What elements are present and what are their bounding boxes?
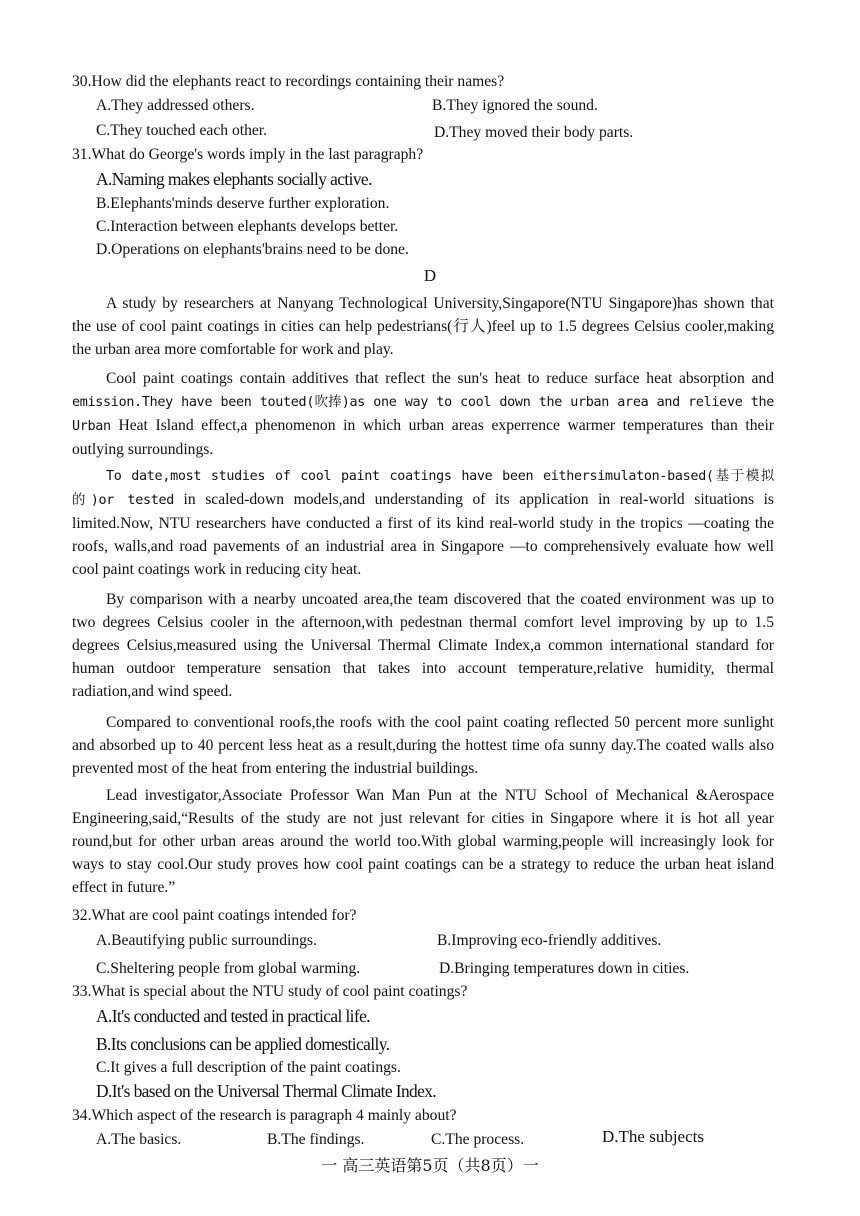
question-33-option-b: B.Its conclusions can be applied domestically. <box>96 1034 390 1054</box>
passage-paragraph-5: Compared to conventional roofs,the roofs with the cool paint coating reflected 50 percent more sunlight and absorbed up to 40 percent less heat as a result,during the hottest time ofa sunny day.The coated walls also prevented most of the heat from entering the industrial buildings. <box>72 714 774 777</box>
section-heading: D <box>423 266 437 285</box>
question-31-option-d: D.Operations on elephants'brains need to be done. <box>96 241 409 258</box>
question-34-option-c: C.The process. <box>431 1131 525 1148</box>
question-34-option-a: A.The basics. <box>96 1131 182 1148</box>
question-30-stem: 30.How did the elephants react to recordings containing their names? <box>72 73 505 90</box>
passage-paragraph-3 <box>72 464 774 581</box>
question-30-option-d: D.They moved their body parts. <box>434 124 634 141</box>
passage-paragraph-2 <box>72 367 774 461</box>
paragraph-2-part-3: Heat Island effect,a phenomenon in which urban areas experrence warmer temperatures than their outlying surroundings. <box>72 417 774 458</box>
paragraph-3-part-2: in scaled-down models,and understanding of its application in real-world situations is limited.Now, NTU researchers have conducted a first of its kind real-world study in the tropics —coating the roofs, walls,and road pavements of an industrial area in Singapore —to comprehensively evaluate how well cool paint coatings work in reducing city heat. <box>72 491 774 578</box>
question-32-option-c: C.Sheltering people from global warming. <box>96 960 361 977</box>
question-30-option-c: C.They touched each other. <box>96 122 268 139</box>
question-34-option-d: D.The subjects <box>602 1127 704 1146</box>
question-32-option-b: B.Improving eco-friendly additives. <box>437 932 662 949</box>
passage-paragraph-1: A study by researchers at Nanyang Technological University,Singapore(NTU Singapore)has shown that the use of cool paint coatings in cities can help pedestrians(行人)feel up to 1.5 degrees Celsius cooler,making the urban area more comfortable for work and play. <box>72 295 774 358</box>
page-footer: 一 高三英语第5页（共8页）一 <box>321 1156 539 1175</box>
question-33-option-c: C.It gives a full description of the paint coatings. <box>96 1059 401 1076</box>
question-32-stem: 32.What are cool paint coatings intended for? <box>72 907 357 924</box>
question-32-option-a: A.Beautifying public surroundings. <box>96 932 317 949</box>
passage-paragraph-6: Lead investigator,Associate Professor Wan Man Pun at the NTU School of Mechanical &Aerospace Engineering,said,“Results of the study are not just relevant for cities in Singapore where it is hot all year round,but for other urban areas around the world too.With global warming,people will increasingly look for ways to stay cool.Our study proves how cool paint coatings can be a strategy to reduce the urban heat island effect in future.” <box>72 787 774 896</box>
passage-paragraph-4: By comparison with a nearby uncoated area,the team discovered that the coated environment was up to two degrees Celsius cooler in the afternoon,with pedestnan thermal comfort level improving by up to 1.5 degrees Celsius,measured using the Universal Thermal Climate Index,a common international standard for human outdoor temperature sensation that takes into account temperature,relative humidity, thermal radiation,and wind speed. <box>72 591 774 700</box>
question-34-option-b: B.The findings. <box>267 1131 365 1148</box>
question-31-option-c: C.Interaction between elephants develops better. <box>96 218 399 235</box>
question-31-option-b: B.Elephants'minds deserve further exploration. <box>96 195 390 212</box>
paragraph-3-part-1: To date,most studies of cool paint coatings have been eithersimulaton-based(基于模拟的)or tested <box>72 469 774 508</box>
question-32-option-d: D.Bringing temperatures down in cities. <box>439 960 690 977</box>
question-33-option-d: D.It's based on the Universal Thermal Climate Index. <box>96 1081 437 1101</box>
question-33-option-a: A.It's conducted and tested in practical life. <box>96 1006 370 1026</box>
question-33-stem: 33.What is special about the NTU study of cool paint coatings? <box>72 983 468 1000</box>
question-31-option-a: A.Naming makes elephants socially active. <box>96 169 372 189</box>
question-30-option-b: B.They ignored the sound. <box>432 97 598 114</box>
paragraph-2-part-1: Cool paint coatings contain additives that reflect the sun's heat to reduce surface heat absorption and <box>106 370 774 387</box>
question-30-option-a: A.They addressed others. <box>96 97 255 114</box>
question-31-stem: 31.What do George's words imply in the last paragraph? <box>72 146 424 163</box>
question-34-stem: 34.Which aspect of the research is paragraph 4 mainly about? <box>72 1107 457 1124</box>
paragraph-2-part-2: emission.They have been touted(吹捧)as one way to cool down the urban area and relieve the Urban <box>72 395 774 434</box>
